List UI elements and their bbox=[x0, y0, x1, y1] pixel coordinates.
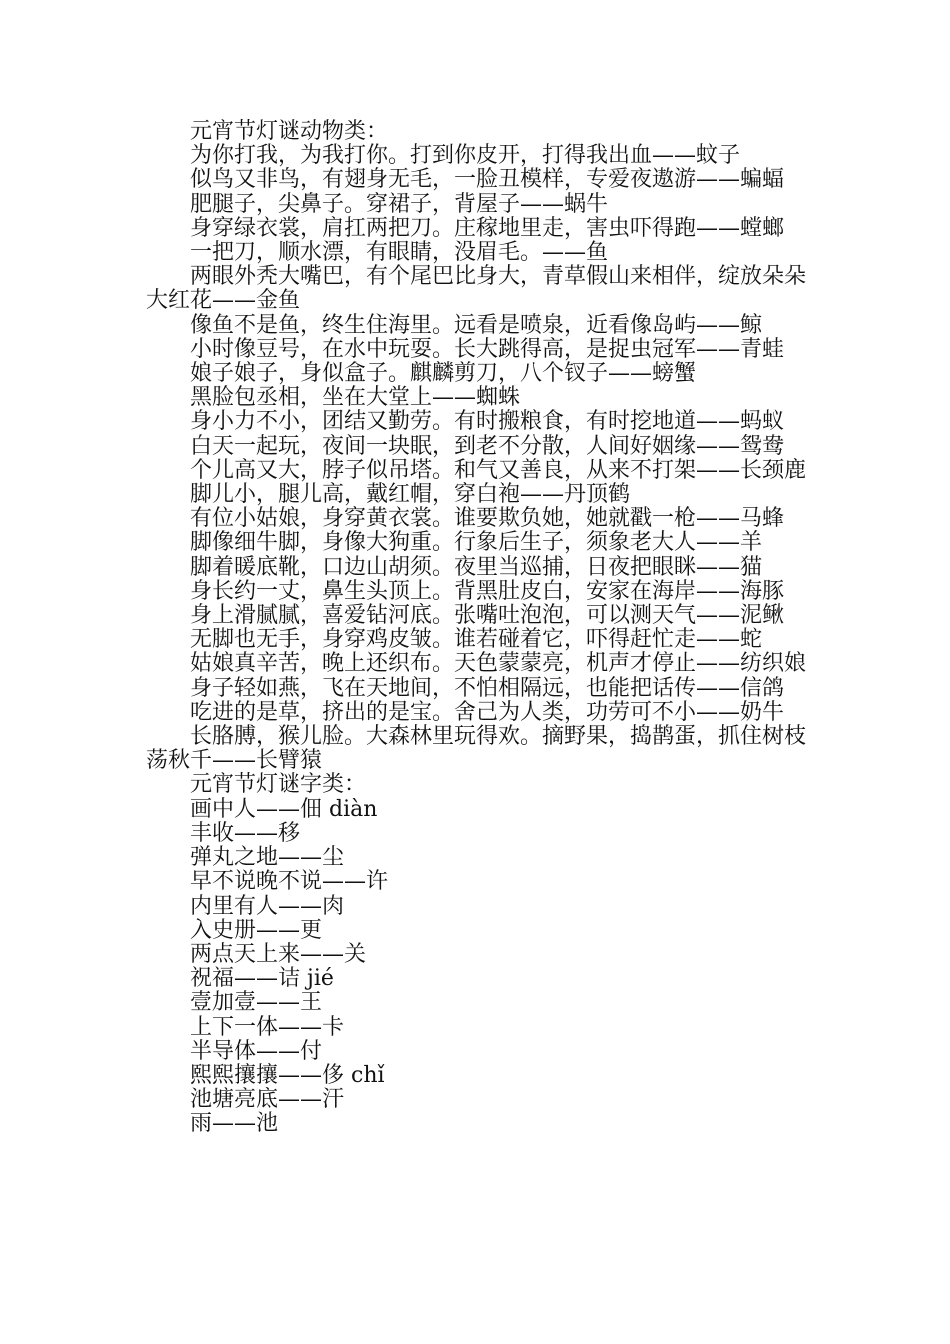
animal-riddle-list bbox=[146, 144, 810, 773]
riddle-line: 身上滑腻腻，喜爱钻河底。张嘴吐泡泡，可以测天气——泥鳅 bbox=[190, 603, 785, 629]
riddle-line: 似鸟又非鸟，有翅身无毛，一脸丑模样，专爱夜遨游——蝙蝠 bbox=[190, 167, 785, 193]
riddle-line: 弹丸之地——尘 bbox=[190, 845, 345, 871]
riddle-line: 像鱼不是鱼，终生住海里。远看是喷泉，近看像岛屿——鲸 bbox=[190, 312, 763, 338]
riddle-line: 为你打我，为我打你。打到你皮开，打得我出血——蚊子 bbox=[190, 143, 741, 169]
riddle-line: 池塘亮底——汗 bbox=[190, 1087, 345, 1113]
riddle-line: 吃进的是草，挤出的是宝。舍己为人类，功劳可不小——奶牛 bbox=[190, 699, 785, 725]
riddle-line: 姑娘真辛苦，晚上还织布。天色蒙蒙亮，机声才停止——纺织娘 bbox=[190, 651, 807, 677]
riddle-line: 一把刀，顺水漂，有眼睛，没眉毛。——鱼 bbox=[190, 240, 609, 266]
character-section-heading: 元宵节灯谜字类： bbox=[190, 772, 367, 798]
riddle-line: 雨——池 bbox=[190, 1111, 279, 1137]
riddle-line: 个儿高又大，脖子似吊塔。和气又善良，从来不打架——长颈鹿 bbox=[190, 457, 807, 483]
riddle-line: 画中人——佃 diàn bbox=[190, 796, 378, 822]
riddle-line: 白天一起玩，夜间一块眠，到老不分散，人间好姻缘——鸳鸯 bbox=[190, 433, 785, 459]
riddle-line: 身小力不小，团结又勤劳。有时搬粮食，有时挖地道——蚂蚁 bbox=[190, 409, 785, 435]
riddle-line: 两点天上来——关 bbox=[190, 941, 367, 967]
animal-section-heading: 元宵节灯谜动物类： bbox=[190, 119, 389, 144]
riddle-line: 身长约一丈，鼻生头顶上。背黑肚皮白，安家在海岸——海豚 bbox=[190, 578, 785, 604]
riddle-line: 脚儿小，腿儿高，戴红帽，穿白袍——丹顶鹤 bbox=[190, 482, 631, 508]
riddle-line: 有位小姑娘，身穿黄衣裳。谁要欺负她，她就戳一枪——马蜂 bbox=[190, 506, 785, 532]
document-page bbox=[146, 120, 810, 1137]
riddle-line: 祝福——诘 jié bbox=[190, 966, 334, 992]
riddle-line: 脚像细牛脚，身像大狗重。行象后生子，须象老大人——羊 bbox=[190, 530, 763, 556]
riddle-line: 壹加壹——王 bbox=[190, 990, 323, 1016]
riddle-line: 丰收——移 bbox=[190, 820, 301, 846]
riddle-line: 脚着暖底靴，口边山胡须。夜里当巡捕，日夜把眼眯——猫 bbox=[190, 554, 763, 580]
riddle-line: 两眼外秃大嘴巴，有个尾巴比身大，青草假山来相伴，绽放朵朵大红花——金鱼 bbox=[146, 264, 807, 314]
riddle-line: 小时像豆号，在水中玩耍。长大跳得高，是捉虫冠军——青蛙 bbox=[190, 336, 785, 362]
riddle-line: 身穿绿衣裳，肩扛两把刀。庄稼地里走，害虫吓得跑——螳螂 bbox=[190, 215, 785, 241]
riddle-line: 上下一体——卡 bbox=[190, 1014, 345, 1040]
riddle-line: 熙熙攘攘——侈 chǐ bbox=[190, 1062, 385, 1088]
riddle-line: 无脚也无手，身穿鸡皮皱。谁若碰着它，吓得赶忙走——蛇 bbox=[190, 627, 763, 653]
riddle-line: 半导体——付 bbox=[190, 1038, 323, 1064]
riddle-line: 娘子娘子，身似盒子。麒麟剪刀，八个钗子——螃蟹 bbox=[190, 361, 697, 387]
riddle-line: 身子轻如燕，飞在天地间，不怕相隔远，也能把话传——信鸽 bbox=[190, 675, 785, 701]
riddle-line: 肥腿子，尖鼻子。穿裙子，背屋子——蜗牛 bbox=[190, 191, 609, 217]
riddle-line: 早不说晚不说——许 bbox=[190, 869, 389, 895]
riddle-line: 入史册——更 bbox=[190, 917, 323, 943]
character-riddle-list bbox=[146, 798, 810, 1137]
riddle-line: 内里有人——肉 bbox=[190, 893, 345, 919]
riddle-line: 长胳膊，猴儿脸。大森林里玩得欢。摘野果，捣鹊蛋，抓住树枝荡秋千——长臂猿 bbox=[146, 724, 807, 774]
riddle-line: 黑脸包丞相，坐在大堂上——蜘蛛 bbox=[190, 385, 521, 411]
